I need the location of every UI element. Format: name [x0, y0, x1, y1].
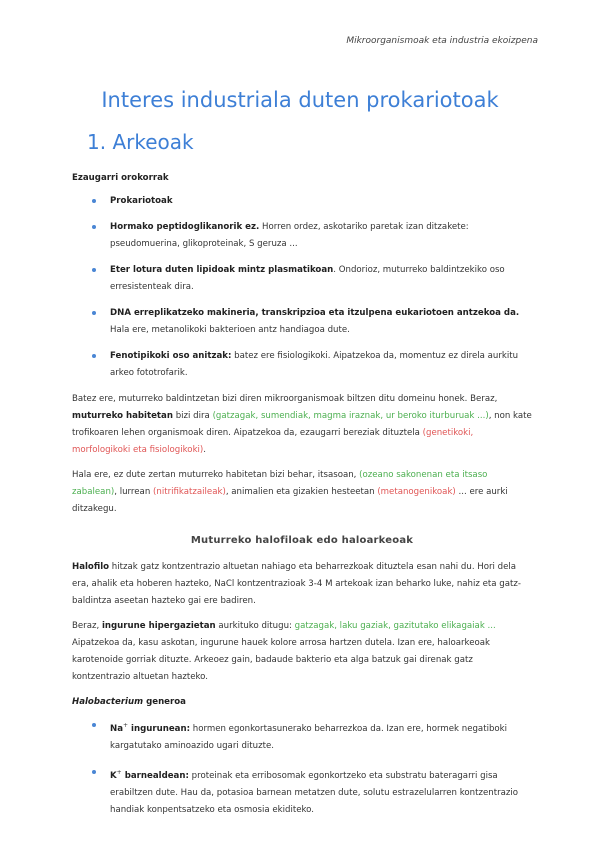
list-item: K+ barnealdean: proteinak eta erribosomak egonkortzeko eta substratu bateragarri gisa erabiltzen dute. Hau da, potasioa barnean metatzen dute, solutu estrazelularren kontzentrazio handiak konpentsatzeko eta osmosia ekiditeko. — [72, 764, 532, 819]
subsection-heading: Muturreko halofiloak edo haloarkeoak — [190, 535, 414, 546]
general-features-list — [72, 193, 532, 382]
genus-list — [72, 717, 532, 819]
list-item: DNA erreplikatzeko makineria, transkripzioa eta itzulpena eukariotoen antzekoa da. Hala ere, metanolikoki bakterioen antz handiagoa dute. — [72, 305, 532, 339]
paragraph-other-habitats: Hala ere, ez dute zertan muturreko habitetan bizi behar, itsasoan, (ozeano sakonenan eta itsaso zabalean), lurrean (nitrifikatzaileak), animalien eta gizakien hesteetan (metanogenikoak) ... ere aurki ditzakegu. — [72, 470, 508, 514]
running-header: Mikroorganismoak eta industria ekoizpena — [346, 36, 538, 46]
list-item: Hormako peptidoglikanorik ez. Horren ordez, askotariko paretak izan ditzakete: pseudomuerina, glikoproteinak, S geruza ... — [72, 219, 532, 253]
page-title: Interes industriala duten prokariotoak — [101, 88, 499, 112]
document-body — [72, 170, 532, 828]
section-heading: 1. Arkeoak — [87, 130, 194, 154]
paragraph-hypersaline: Beraz, ingurune hipergazietan aurkituko ditugu: gatzagak, laku gaziak, gazitutako elikagaiak ... Aipatzekoa da, kasu askotan, ingurune hauek kolore arrosa hartzen dutela. Izan ere, haloarkeoak karotenoide gorriak dituzte. Arkeoez gain, badaude bakterio eta alga batzuk gai direnak gatz kontzentrazio altuetan hazteko. — [72, 621, 496, 682]
paragraph-halophile: Halofilo hitzak gatz kontzentrazio altuetan nahiago eta beharrezkoak dituztela esan nahi du. Hori dela era, ahalik eta hoberen hazteko, NaCl kontzentrazioak 3-4 M artekoak izan beharko luke, nahiz eta gatz-baldintza aseetan hazteko gai ere badiren. — [72, 562, 521, 606]
list-item: Fenotipikoki oso anitzak: batez ere fisiologikoki. Aipatzekoa da, momentuz ez direla aurkitu arkeo fototrofarik. — [72, 348, 532, 382]
list-item: Prokariotoak — [72, 193, 532, 210]
paragraph-habitats: Batez ere, muturreko baldintzetan bizi diren mikroorganismoak biltzen ditu domeinu honek. Beraz, muturreko habitetan bizi dira (gatzagak, sumendiak, magma iraznak, ur beroko iturburuak ...), non kate trofikoaren lehen organismoak diren. Aipatzekoa da, ezaugarri bereziak dituztela (genetikoki, morfologikoki eta fisiologikoki). — [72, 394, 532, 455]
list-item: Na+ ingurunean: hormen egonkortasunerako beharrezkoa da. Izan ere, hormek negatiboki kargatutako aminoazido ugari dituzte. — [72, 717, 532, 755]
general-features-label: Ezaugarri orokorrak — [72, 173, 169, 183]
list-item: Eter lotura duten lipidoak mintz plasmatikoan. Ondorioz, muturreko baldintzekiko oso erresistenteak dira. — [72, 262, 532, 296]
genus-label: Halobacterium generoa — [72, 697, 186, 707]
